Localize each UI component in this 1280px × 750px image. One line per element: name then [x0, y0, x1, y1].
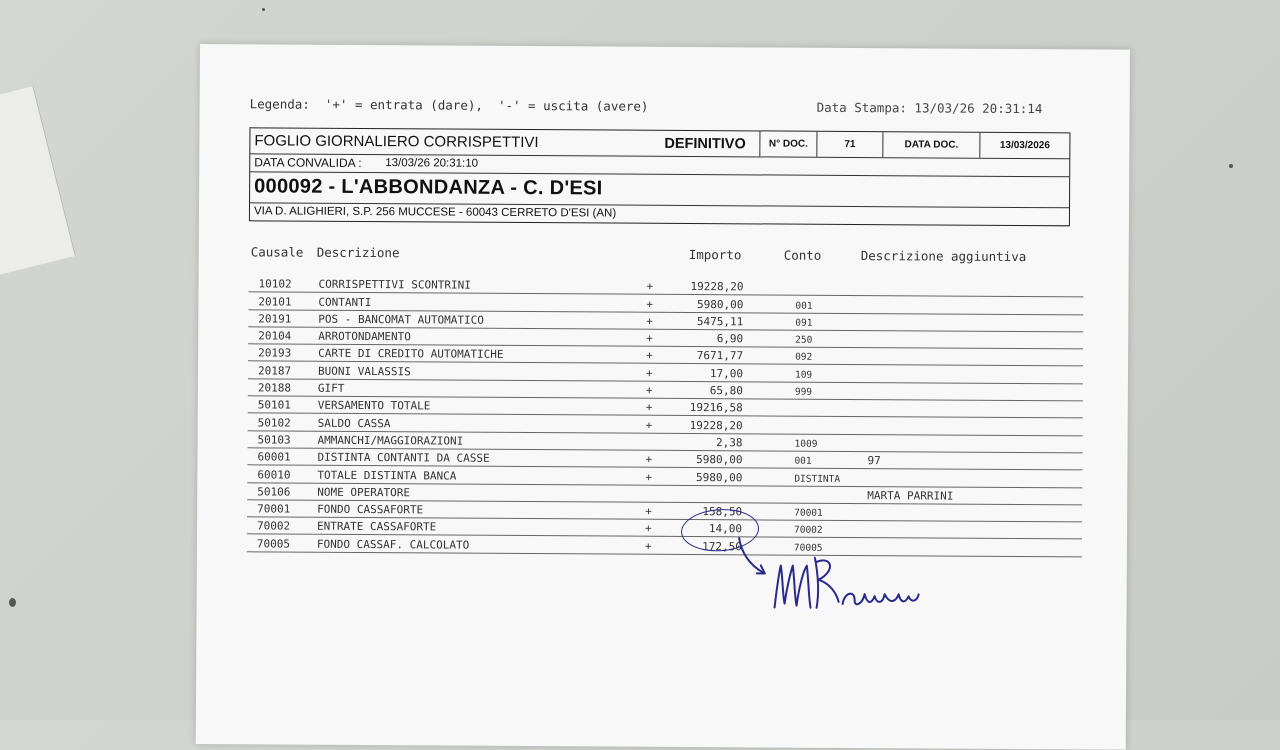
row-account: 092: [795, 352, 813, 364]
row-amount: 6,90: [716, 332, 744, 346]
row-sign: +: [645, 418, 653, 432]
row-account: 250: [795, 334, 813, 346]
document-status: DEFINITIVO: [664, 135, 746, 152]
doc-date-value: 13/03/2026: [979, 133, 1069, 159]
col-header-aggiuntiva: Descrizione aggiuntiva: [860, 248, 1027, 265]
col-header-descrizione: Descrizione: [316, 244, 400, 261]
handwritten-signature: [726, 537, 937, 628]
row-description: CORRISPETTIVI SCONTRINI: [318, 278, 471, 292]
row-amount: 19228,20: [690, 280, 744, 294]
row-amount: 19216,58: [689, 401, 743, 415]
surface-speck: [9, 598, 16, 607]
row-sign: +: [645, 452, 653, 467]
row-amount: 5980,00: [696, 453, 743, 467]
row-description: CONTANTI: [318, 295, 372, 309]
shop-name: 000092 - L'ABBONDANZA - C. D'ESI: [254, 175, 603, 200]
shop-address: VIA D. ALIGHIERI, S.P. 256 MUCCESE - 60043 CERRETO D'ESI (AN): [253, 205, 617, 220]
paper-scrap: [0, 86, 76, 279]
row-amount: 19228,20: [689, 418, 743, 432]
row-account: 109: [794, 369, 813, 381]
convalida-value: 13/03/26 20:31:10: [385, 157, 479, 170]
row-account: DISTINTA: [794, 473, 841, 485]
row-code: 20101: [258, 294, 292, 309]
row-code: 20188: [257, 381, 292, 395]
row-sign: +: [645, 401, 653, 415]
document-sheet: [196, 44, 1130, 750]
row-description: FONDO CASSAFORTE: [317, 502, 424, 517]
row-code: 70002: [257, 519, 291, 534]
row-sign: +: [646, 314, 653, 328]
row-description: NOME OPERATORE: [317, 485, 411, 500]
row-code: 20104: [258, 329, 292, 343]
row-description: SALDO CASSA: [317, 416, 391, 430]
row-description: FONDO CASSAF. CALCOLATO: [316, 537, 470, 552]
row-sign: +: [646, 349, 653, 363]
row-code: 50102: [257, 416, 291, 430]
row-account: 001: [795, 300, 813, 312]
entries-table: [247, 275, 1084, 557]
row-code: 70001: [257, 502, 291, 516]
row-amount: 5980,00: [695, 470, 743, 484]
row-sign: +: [645, 366, 653, 380]
row-amount: 5980,00: [697, 297, 744, 311]
row-description: GIFT: [317, 381, 345, 395]
row-sign: +: [645, 504, 652, 518]
address-row: [250, 202, 1069, 225]
document-title: FOGLIO GIORNALIERO CORRISPETTIVI: [254, 132, 539, 152]
doc-number-label: N° DOC.: [759, 131, 816, 156]
surface-speck: [262, 8, 265, 11]
print-date: Data Stampa: 13/03/26 20:31:14: [816, 99, 1043, 117]
row-description: DISTINTA CONTANTI DA CASSE: [317, 450, 490, 466]
row-description: ENTRATE CASSAFORTE: [317, 520, 437, 534]
row-code: 50103: [257, 433, 291, 447]
row-amount: 7671,77: [696, 349, 744, 363]
doc-date-label: DATA DOC.: [882, 132, 979, 158]
col-header-importo: Importo: [688, 246, 742, 263]
surface-speck: [1229, 164, 1233, 168]
row-code: 60010: [257, 467, 291, 482]
legend-text: Legenda: '+' = entrata (dare), '-' = uscita (avere): [249, 96, 649, 114]
row-sign: +: [645, 470, 653, 484]
row-code: 50106: [257, 485, 291, 499]
row-sign: +: [645, 383, 653, 397]
row-account: 70002: [794, 525, 823, 537]
row-sign: +: [645, 522, 652, 536]
row-sign: +: [644, 539, 652, 553]
row-code: 60001: [257, 450, 291, 464]
row-amount: 65,80: [709, 384, 743, 398]
row-code: 20191: [258, 312, 292, 326]
row-account: 091: [795, 317, 813, 329]
table-row: [247, 535, 1082, 557]
row-amount: 17,00: [709, 366, 744, 381]
row-amount: 2,38: [716, 436, 743, 450]
doc-number-value: 71: [816, 132, 882, 157]
row-description: AMMANCHI/MAGGIORAZIONI: [317, 433, 464, 448]
row-description: ARROTONDAMENTO: [318, 329, 411, 344]
row-description: CARTE DI CREDITO AUTOMATICHE: [318, 347, 504, 362]
row-description: POS - BANCOMAT AUTOMATICO: [318, 312, 484, 327]
row-description: VERSAMENTO TOTALE: [317, 399, 431, 413]
row-code: 20187: [257, 364, 292, 378]
row-account: 999: [794, 386, 813, 398]
row-account: 70001: [794, 507, 823, 519]
row-sign: +: [646, 331, 653, 345]
row-code: 20193: [258, 346, 292, 361]
row-sign: +: [646, 297, 654, 311]
col-header-conto: Conto: [783, 247, 822, 263]
row-amount: 172,50: [702, 539, 742, 554]
row-account: 1009: [794, 438, 818, 450]
row-account: 001: [794, 455, 812, 468]
col-header-causale: Causale: [250, 244, 304, 260]
row-account: 70005: [793, 542, 823, 554]
row-amount: 5475,11: [696, 314, 744, 329]
row-extra-description: MARTA PARRINI: [867, 488, 954, 503]
row-code: 70005: [256, 537, 291, 551]
row-code: 10102: [258, 277, 292, 291]
row-sign: +: [646, 280, 654, 294]
row-code: 50101: [257, 398, 291, 412]
document-header-box: [249, 127, 1071, 226]
row-amount: 14,00: [708, 522, 743, 536]
row-extra-description: 97: [867, 454, 881, 468]
convalida-label: DATA CONVALIDA :: [254, 155, 362, 170]
row-description: TOTALE DISTINTA BANCA: [317, 468, 457, 483]
row-description: BUONI VALASSIS: [317, 364, 411, 379]
row-amount: 158,50: [702, 505, 743, 519]
